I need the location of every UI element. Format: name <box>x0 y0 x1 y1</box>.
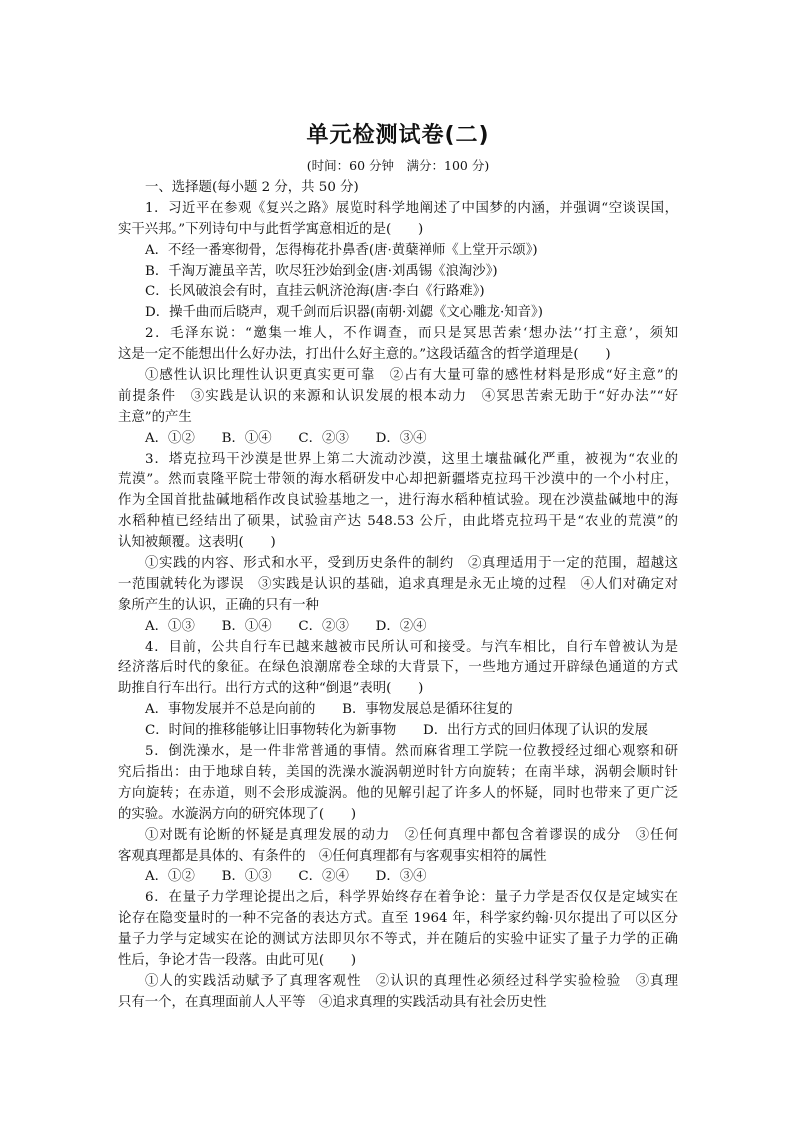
question-3-statements: 象所产生的认识，正确的只有一种 <box>118 597 319 613</box>
question-6-statements: ①人的实践活动赋予了真理客观性 ②认识的真理性必须经过科学实验检验 ③真理 <box>145 973 678 989</box>
question-1-text: 实干兴邦。”下列诗句中与此哲学寓意相近的是( ) <box>118 221 424 237</box>
question-5-statements: 客观真理都是具体的、有条件的 ④任何真理都有与客观事实相符的属性 <box>118 848 547 864</box>
question-3-statements: 一范围就转化为谬误 ③实践是认识的基础，追求真理是永无止境的过程 ④人们对确定对 <box>118 576 678 592</box>
question-4-options-cd: C．时间的推移能够让旧事物转化为新事物 D．出行方式的回归体现了认识的发展 <box>145 723 649 739</box>
question-3-text: 水稻种植已经结出了硕果，试验亩产达 548.53 公斤，由此塔克拉玛干是“农业的荒漠”的 <box>118 514 678 530</box>
question-3-text: 3．塔克拉玛干沙漠是世界上第二大流动沙漠，这里土壤盐碱化严重，被视为“农业的 <box>145 451 678 467</box>
exam-body <box>118 178 678 1014</box>
question-1-option-d: D．操千曲而后晓声，观千剑而后识器(南朝·刘勰《文心雕龙·知音》) <box>145 305 543 321</box>
question-1-option-c: C．长风破浪会有时，直挂云帆济沧海(唐·李白《行路难》) <box>145 284 485 300</box>
question-6-text: 量子力学与定域实在论的测试方法即贝尔不等式，并在随后的实验中证实了量子力学的正确 <box>118 932 678 948</box>
page-subtitle: (时间：60 分钟 满分：100 分) <box>306 158 490 173</box>
question-2-statements: 主意”的产生 <box>118 409 192 425</box>
question-1-option-b: B．千淘万漉虽辛苦，吹尽狂沙始到金(唐·刘禹锡《浪淘沙》) <box>145 263 498 279</box>
question-2-statements: 前提条件 ③实践是认识的来源和认识发展的根本动力 ④冥思苦索无助于“好办法”“好 <box>118 388 678 404</box>
question-5-statements: ①对既有论断的怀疑是真理发展的动力 ②任何真理中都包含着谬误的成分 ③任何 <box>145 827 678 843</box>
question-1-text: 1．习近平在参观《复兴之路》展览时科学地阐述了中国梦的内涵，并强调“空谈误国， <box>145 200 678 216</box>
question-3-statements: ①实践的内容、形式和水平，受到历史条件的制约 ②真理适用于一定的范围，超越这 <box>145 556 678 572</box>
question-5-text: 5．倒洗澡水，是一件非常普通的事情。然而麻省理工学院一位教授经过细心观察和研 <box>145 744 678 760</box>
question-3-options: A．①③ B．①④ C．②③ D．②④ <box>145 618 427 634</box>
section-heading: 一、选择题(每小题 2 分，共 50 分) <box>145 180 359 195</box>
question-2-options: A．①② B．①④ C．②③ D．③④ <box>145 430 427 446</box>
question-2-text: 2．毛泽东说：“邀集一堆人，不作调查，而只是冥思苦索‘想办法’‘打主意’，须知 <box>145 326 678 342</box>
page-title: 单元检测试卷(二) <box>306 123 490 148</box>
question-1-option-a: A．不经一番寒彻骨，怎得梅花扑鼻香(唐·黄蘖禅师《上堂开示颂》) <box>145 242 538 258</box>
question-5-options: A．①② B．①③ C．②④ D．③④ <box>145 869 427 885</box>
question-5-text: 方向旋转；在赤道，则不会形成漩涡。他的见解引起了许多人的怀疑，同时也带来了更广泛 <box>118 785 678 801</box>
question-6-statements: 只有一个，在真理面前人人平等 ④追求真理的实践活动具有社会历史性 <box>118 994 547 1010</box>
question-4-text: 4．目前，公共自行车已越来越被市民所认可和接受。与汽车相比，自行车曾被认为是 <box>145 639 678 655</box>
question-4-text: 助推自行车出行。出行方式的这种“倒退”表明( ) <box>118 681 424 697</box>
question-6-text: 论存在隐变量时的一种不完备的表达方式。直至 1964 年，科学家约翰·贝尔提出了可以区分 <box>118 911 678 927</box>
question-4-text: 经济落后时代的象征。在绿色浪潮席卷全球的大背景下，一些地方通过开辟绿色通道的方式 <box>118 660 678 676</box>
question-2-text: 这是一定不能想出什么好办法，打出什么好主意的。”这段话蕴含的哲学道理是( ) <box>118 347 611 363</box>
question-6-text: 性后，争论才告一段落。由此可见( ) <box>118 952 357 968</box>
question-3-text: 荒漠”。然而袁隆平院士带领的海水稻研发中心却把新疆塔克拉玛干沙漠中的一个小村庄， <box>118 472 678 488</box>
question-3-text: 认知被颠覆。这表明( ) <box>118 535 276 551</box>
question-6-text: 6．在量子力学理论提出之后，科学界始终存在着争论：量子力学是否仅仅是定域实在 <box>145 890 678 906</box>
question-5-text: 究后指出：由于地球自转，美国的洗澡水漩涡朝逆时针方向旋转；在南半球，涡朝会顺时针 <box>118 764 678 780</box>
question-5-text: 的实验。水漩涡方向的研究体现了( ) <box>118 806 357 822</box>
question-3-text: 作为全国首批盐碱地稻作改良试验基地之一，进行海水稻种植试验。现在沙漠盐碱地中的海 <box>118 493 678 509</box>
question-4-options-ab: A．事物发展并不总是向前的 B．事物发展总是循环往复的 <box>145 702 513 718</box>
question-2-statements: ①感性认识比理性认识更真实更可靠 ②占有大量可靠的感性材料是形成“好主意”的 <box>145 368 678 384</box>
